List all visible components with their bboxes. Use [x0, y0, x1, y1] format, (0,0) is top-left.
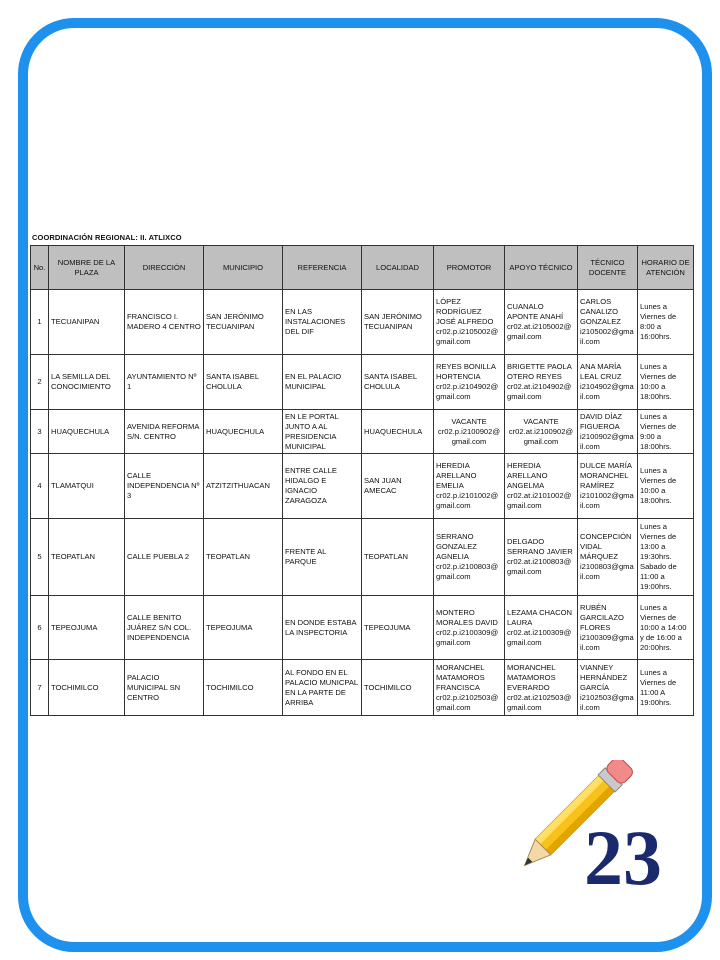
cell-apoyo: HEREDIA ARELLANO ANGELMA cr02.at.i2101002@gmail.com [505, 454, 578, 519]
cell-no: 1 [31, 290, 49, 355]
cell-plaza: LA SEMILLA DEL CONOCIMIENTO [49, 355, 125, 410]
header-plaza: NOMBRE DE LA PLAZA [49, 246, 125, 290]
cell-plaza: TLAMATQUI [49, 454, 125, 519]
cell-docente: VIANNEY HERNÁNDEZ GARCÍA i2102503@gmail.com [578, 660, 638, 716]
header-apoyo: APOYO TÉCNICO [505, 246, 578, 290]
cell-horario: Lunes a Viernes de 10:00 a 14:00 y de 16:00 a 20:00hrs. [638, 596, 694, 660]
cell-referencia: EN LE PORTAL JUNTO A AL PRESIDENCIA MUNICIPAL [283, 410, 362, 454]
cell-horario: Lunes a Viernes de 9:00 a 18:00hrs. [638, 410, 694, 454]
table-row [31, 410, 694, 454]
cell-municipio: HUAQUECHULA [204, 410, 283, 454]
header-no: No. [31, 246, 49, 290]
cell-municipio: SANTA ISABEL CHOLULA [204, 355, 283, 410]
cell-direccion: PALACIO MUNICIPAL SN CENTRO [125, 660, 204, 716]
cell-municipio: ATZITZITHUACAN [204, 454, 283, 519]
cell-horario: Lunes a Viernes de 10:00 a 18:00hrs. [638, 454, 694, 519]
cell-referencia: ENTRE CALLE HIDALGO E IGNACIO ZARAGOZA [283, 454, 362, 519]
table-row [31, 660, 694, 716]
cell-plaza: TOCHIMILCO [49, 660, 125, 716]
cell-no: 3 [31, 410, 49, 454]
cell-apoyo: VACANTE cr02.at.i2100902@gmail.com [505, 410, 578, 454]
cell-horario: Lunes a Viernes de 8:00 a 16:00hrs. [638, 290, 694, 355]
cell-direccion: CALLE INDEPENDENCIA Nº 3 [125, 454, 204, 519]
page-number-logo [508, 760, 698, 900]
plazas-table [30, 245, 694, 716]
cell-promotor: MORANCHEL MATAMOROS FRANCISCA cr02.p.i2102503@gmail.com [434, 660, 505, 716]
cell-referencia: EN DONDE ESTABA LA INSPECTORIA [283, 596, 362, 660]
table-row [31, 596, 694, 660]
table-row [31, 355, 694, 410]
cell-localidad: HUAQUECHULA [362, 410, 434, 454]
cell-direccion: CALLE BENITO JUÁREZ S/N COL. INDEPENDENCIA [125, 596, 204, 660]
cell-municipio: TOCHIMILCO [204, 660, 283, 716]
cell-docente: RUBÉN GARCILAZO FLORES i2100309@gmail.com [578, 596, 638, 660]
cell-localidad: SAN JUAN AMECAC [362, 454, 434, 519]
cell-referencia: EN LAS INSTALACIONES DEL DIF [283, 290, 362, 355]
header-promotor: PROMOTOR [434, 246, 505, 290]
cell-localidad: TOCHIMILCO [362, 660, 434, 716]
cell-apoyo: LEZAMA CHACON LAURA cr02.at.i2100309@gmail.com [505, 596, 578, 660]
cell-no: 2 [31, 355, 49, 410]
header-horario: HORARIO DE ATENCIÓN [638, 246, 694, 290]
cell-apoyo: MORANCHEL MATAMOROS EVERARDO cr02.at.i2102503@gmail.com [505, 660, 578, 716]
cell-direccion: FRANCISCO I. MADERO 4 CENTRO [125, 290, 204, 355]
cell-docente: CARLOS CANALIZO GONZALEZ i2105002@gmail.com [578, 290, 638, 355]
pencil-icon [508, 760, 698, 900]
table-row [31, 290, 694, 355]
cell-municipio: SAN JERÓNIMO TECUANIPAN [204, 290, 283, 355]
cell-plaza: HUAQUECHULA [49, 410, 125, 454]
cell-docente: CONCEPCIÓN VIDAL MÁRQUEZ i2100803@gmail.com [578, 519, 638, 596]
header-direccion: DIRECCIÓN [125, 246, 204, 290]
cell-no: 4 [31, 454, 49, 519]
cell-municipio: TEOPATLAN [204, 519, 283, 596]
cell-referencia: AL FONDO EN EL PALACIO MUNICPAL EN LA PARTE DE ARRIBA [283, 660, 362, 716]
table-row [31, 519, 694, 596]
table-header-row [31, 246, 694, 290]
header-referencia: REFERENCIA [283, 246, 362, 290]
cell-promotor: MONTERO MORALES DAVID cr02.p.i2100309@gmail.com [434, 596, 505, 660]
cell-promotor: LÓPEZ RODRÍGUEZ JOSÉ ALFREDO cr02.p.i2105002@gmail.com [434, 290, 505, 355]
header-municipio: MUNICIPIO [204, 246, 283, 290]
page-number: 23 [584, 814, 662, 900]
header-localidad: LOCALIDAD [362, 246, 434, 290]
cell-plaza: TEOPATLAN [49, 519, 125, 596]
cell-referencia: EN EL PALACIO MUNICIPAL [283, 355, 362, 410]
cell-horario: Lunes a Viernes de 10:00 a 18:00hrs. [638, 355, 694, 410]
cell-promotor: SERRANO GONZALEZ AGNELIA cr02.p.i2100803@gmail.com [434, 519, 505, 596]
cell-apoyo: CUANALO APONTE ANAHÍ cr02.at.i2105002@gmail.com [505, 290, 578, 355]
cell-referencia: FRENTE AL PARQUE [283, 519, 362, 596]
cell-direccion: AYUNTAMIENTO Nº 1 [125, 355, 204, 410]
cell-promotor: VACANTE cr02.p.i2100902@gmail.com [434, 410, 505, 454]
cell-direccion: CALLE PUEBLA 2 [125, 519, 204, 596]
cell-no: 5 [31, 519, 49, 596]
cell-localidad: SAN JERÓNIMO TECUANIPAN [362, 290, 434, 355]
cell-apoyo: DELGADO SERRANO JAVIER cr02.at.i2100803@gmail.com [505, 519, 578, 596]
cell-no: 6 [31, 596, 49, 660]
cell-promotor: HEREDIA ARELLANO EMELIA cr02.p.i2101002@gmail.com [434, 454, 505, 519]
cell-docente: DAVID DÍAZ FIGUEROA i2100902@gmail.com [578, 410, 638, 454]
cell-promotor: REYES BONILLA HORTENCIA cr02.p.i2104902@gmail.com [434, 355, 505, 410]
cell-localidad: TEOPATLAN [362, 519, 434, 596]
cell-horario: Lunes a Viernes de 11:00 A 19:00hrs. [638, 660, 694, 716]
cell-localidad: TEPEOJUMA [362, 596, 434, 660]
cell-plaza: TECUANIPAN [49, 290, 125, 355]
document-title: COORDINACIÓN REGIONAL: II. ATLIXCO [32, 233, 182, 242]
header-docente: TÉCNICO DOCENTE [578, 246, 638, 290]
cell-municipio: TEPEOJUMA [204, 596, 283, 660]
cell-docente: DULCE MARÍA MORANCHEL RAMÍREZ i2101002@gmail.com [578, 454, 638, 519]
cell-direccion: AVENIDA REFORMA S/N. CENTRO [125, 410, 204, 454]
cell-localidad: SANTA ISABEL CHOLULA [362, 355, 434, 410]
cell-docente: ANA MARÍA LEAL CRUZ i2104902@gmail.com [578, 355, 638, 410]
cell-apoyo: BRIGETTE PAOLA OTERO REYES cr02.at.i2104902@gmail.com [505, 355, 578, 410]
cell-horario: Lunes a Viernes de 13:00 a 19:30hrs. Sabado de 11:00 a 19:00hrs. [638, 519, 694, 596]
cell-plaza: TEPEOJUMA [49, 596, 125, 660]
cell-no: 7 [31, 660, 49, 716]
table-row [31, 454, 694, 519]
